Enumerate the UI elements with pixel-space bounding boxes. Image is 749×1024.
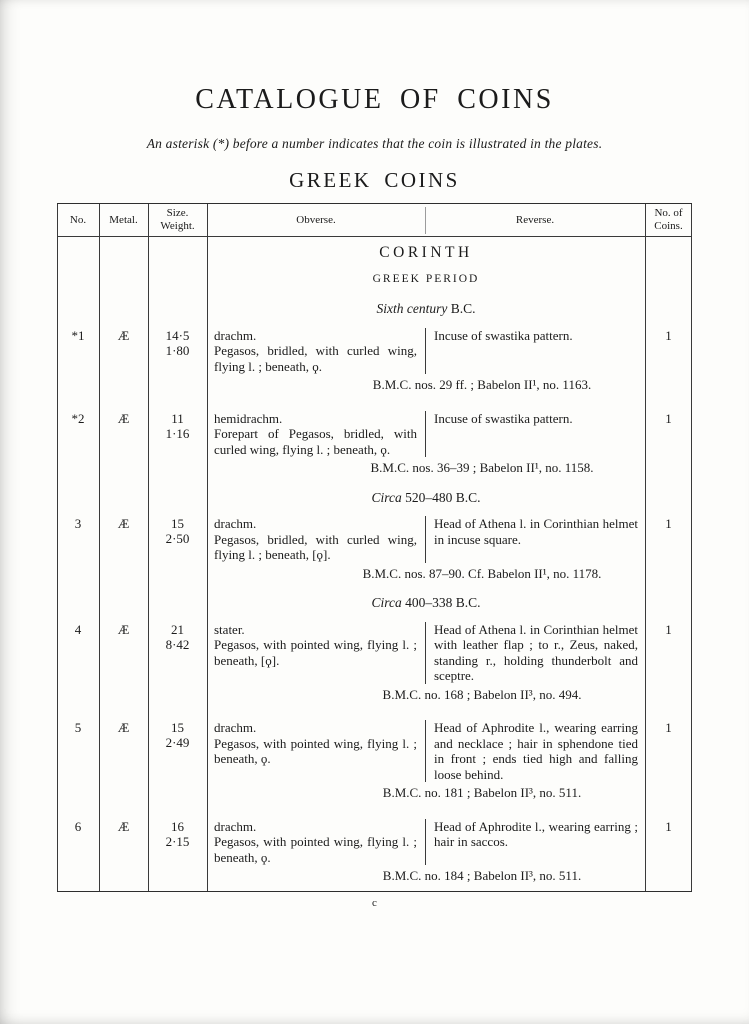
entry-size-weight xyxy=(148,720,207,782)
column-header-size: Size. xyxy=(166,207,189,219)
date-heading xyxy=(207,490,645,506)
entry-reverse-description: Head of Aphrodite l., wearing earring ; hair in saccos. xyxy=(425,819,645,866)
entry-denomination: drachm. xyxy=(214,516,257,532)
entry-size: 11 xyxy=(171,410,184,426)
column-header-metal: Metal. xyxy=(109,213,138,226)
date-heading-roman: 520–480 B.C. xyxy=(405,489,481,505)
entry-row xyxy=(57,516,692,563)
entry-reference: B.M.C. nos. 87–90. Cf. Babelon II¹, no. 1178. xyxy=(362,565,602,581)
section-heading-greek-coins: GREEK COINS xyxy=(289,168,460,192)
date-heading-italic: Circa xyxy=(371,489,402,505)
entry-metal: Æ xyxy=(117,621,130,637)
entry-row xyxy=(57,720,692,782)
city-heading: CORINTH xyxy=(379,244,473,262)
entry-weight: 1·80 xyxy=(165,342,190,358)
entry-size-weight xyxy=(148,622,207,684)
column-header-reverse: Reverse. xyxy=(515,213,555,226)
entry-number: *1 xyxy=(71,327,85,343)
entry-size: 14·5 xyxy=(165,327,190,343)
entry-reverse-description: Head of Athena l. in Corinthian helmet with leather flap ; to r., Zeus, naked, standing r., holding thunderbolt and sceptre. xyxy=(425,622,645,684)
entry-metal: Æ xyxy=(117,516,130,532)
date-heading-italic: Sixth century xyxy=(376,301,448,317)
entry-denomination: hemidrachm. xyxy=(214,410,283,426)
entry-size: 16 xyxy=(171,818,184,834)
entry-reference: B.M.C. nos. 29 ff. ; Babelon II¹, no. 1163. xyxy=(372,377,592,393)
entry-obverse-description: Pegasos, with pointed wing, flying l. ; beneath, ϙ. xyxy=(214,834,417,865)
signature-mark: c xyxy=(372,896,377,909)
entry-obverse-description: Pegasos, with pointed wing, flying l. ; beneath, [ϙ]. xyxy=(214,637,417,668)
entry-metal: Æ xyxy=(117,410,130,426)
column-header-coin-count-line2: Coins. xyxy=(654,220,683,233)
entry-size: 21 xyxy=(171,621,184,637)
column-header-no: No. xyxy=(69,213,87,226)
catalogue-table xyxy=(57,203,692,892)
entry-reference: B.M.C. nos. 36–39 ; Babelon II¹, no. 1158. xyxy=(370,460,594,476)
table-body xyxy=(57,245,692,891)
entry-size-weight xyxy=(148,516,207,563)
entry-obverse xyxy=(207,720,425,782)
entry-weight: 1·16 xyxy=(165,425,190,441)
entry-denomination: stater. xyxy=(214,621,245,637)
entry-number: *2 xyxy=(71,410,85,426)
entry-metal: Æ xyxy=(117,720,130,736)
entry-size-weight xyxy=(148,819,207,866)
entry-metal: Æ xyxy=(117,327,130,343)
entry-obverse-description: Forepart of Pegasos, bridled, with curled wing, flying l. ; beneath, ϙ. xyxy=(214,426,417,457)
entry-coin-count: 1 xyxy=(665,410,672,426)
column-header-size-weight xyxy=(148,207,207,233)
entry-number: 6 xyxy=(74,818,82,834)
date-heading xyxy=(207,301,645,317)
entry-obverse xyxy=(207,819,425,866)
entry-number: 3 xyxy=(74,516,82,532)
entry-weight: 2·50 xyxy=(165,531,190,547)
plates-note: An asterisk (*) before a number indicates that the coin is illustrated in the plates. xyxy=(146,136,603,151)
entry-row xyxy=(57,411,692,458)
entry-reverse-description: Incuse of swastika pattern. xyxy=(425,328,645,375)
entry-row xyxy=(57,328,692,375)
column-header-coin-count-line1: No. of xyxy=(654,207,683,219)
entry-weight: 2·49 xyxy=(165,735,190,751)
entry-reverse-description: Incuse of swastika pattern. xyxy=(425,411,645,458)
date-heading-roman: 400–338 B.C. xyxy=(405,595,481,611)
table-header-row xyxy=(57,204,692,237)
entry-row xyxy=(57,622,692,684)
entry-reference: B.M.C. no. 184 ; Babelon II³, no. 511. xyxy=(382,868,582,884)
entry-obverse-description: Pegasos, bridled, with curled wing, flying l. ; beneath, ϙ. xyxy=(214,343,417,374)
entry-denomination: drachm. xyxy=(214,327,257,343)
entry-reference: B.M.C. no. 168 ; Babelon II³, no. 494. xyxy=(382,686,582,702)
entry-reference: B.M.C. no. 181 ; Babelon II³, no. 511. xyxy=(382,785,582,801)
entry-obverse xyxy=(207,516,425,563)
entry-obverse xyxy=(207,622,425,684)
date-heading xyxy=(207,595,645,611)
entry-row xyxy=(57,819,692,866)
column-header-obverse: Obverse. xyxy=(296,213,336,226)
entry-weight: 2·15 xyxy=(165,833,190,849)
entry-reverse-description: Head of Aphrodite l., wearing earring and necklace ; hair in sphendone tied in front ; ends tied high and falling loose behind. xyxy=(425,720,645,782)
entry-coin-count: 1 xyxy=(665,327,672,343)
entry-number: 4 xyxy=(74,621,82,637)
entry-denomination: drachm. xyxy=(214,818,257,834)
entry-number: 5 xyxy=(74,720,82,736)
entry-reverse-description: Head of Athena l. in Corinthian helmet in incuse square. xyxy=(425,516,645,563)
entry-size-weight xyxy=(148,411,207,458)
column-header-coin-count xyxy=(645,207,692,233)
date-heading-roman: B.C. xyxy=(450,301,476,317)
entry-coin-count: 1 xyxy=(665,621,672,637)
entry-coin-count: 1 xyxy=(665,720,672,736)
entry-obverse-description: Pegasos, bridled, with curled wing, flying l. ; beneath, [ϙ]. xyxy=(214,531,417,563)
entry-obverse xyxy=(207,411,425,458)
header-obverse-reverse-divider xyxy=(425,207,426,234)
entry-size-weight xyxy=(148,328,207,375)
entry-obverse-description: Pegasos, with pointed wing, flying l. ; beneath, ϙ. xyxy=(214,735,417,767)
entry-denomination: drachm. xyxy=(214,720,257,736)
entry-size: 15 xyxy=(171,516,184,532)
entry-weight: 8·42 xyxy=(165,636,190,652)
column-header-weight: Weight. xyxy=(160,220,195,233)
entry-obverse xyxy=(207,328,425,375)
entry-coin-count: 1 xyxy=(665,516,672,532)
entry-coin-count: 1 xyxy=(665,818,672,834)
entry-size: 15 xyxy=(171,720,184,736)
date-heading-italic: Circa xyxy=(371,595,402,611)
period-heading: GREEK PERIOD xyxy=(372,272,480,285)
entry-metal: Æ xyxy=(117,818,130,834)
page-title: CATALOGUE OF COINS xyxy=(195,84,554,115)
